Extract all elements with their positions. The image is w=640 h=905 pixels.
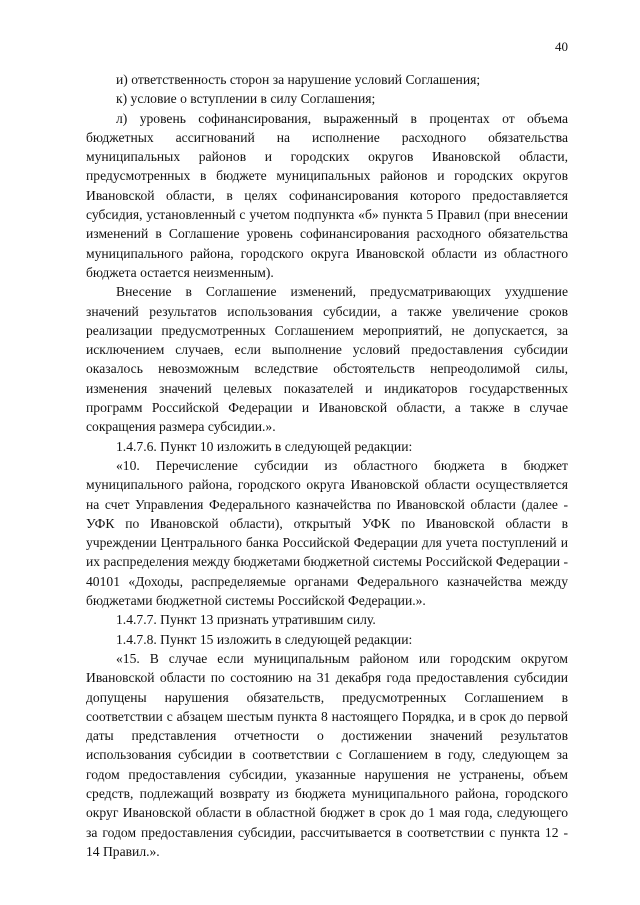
page-number: 40 xyxy=(555,39,568,54)
paragraph-point-10: «10. Перечисление субсидии из областного бюджета в бюджет муниципального района, городского округа Ивановской области осуществляется на счет Управления Федерального казначейства по Ивановской области (далее - УФК по Ивановской области), открытый УФК по Ивановской области в учреждении Центрального банка Российской Федерации для учета поступлений и их распределения между бюджетами бюджетной системы Российской Федерации - 40101 «Доходы, распределяемые органами Федерального казначейства между бюджетами бюджетной системы Российской Федерации.». xyxy=(86,457,568,609)
paragraph-1-4-7-6: 1.4.7.6. Пункт 10 изложить в следующей редакции: xyxy=(116,438,413,454)
paragraph-1-4-7-7: 1.4.7.7. Пункт 13 признать утратившим силу. xyxy=(116,612,376,628)
paragraph-point-15: «15. В случае если муниципальным районом или городским округом Ивановской области по состоянию на 31 декабря года предоставления субсидии допущены нарушения обязательств, предусмотренных Соглашением в соответствии с абзацем шестым пункта 8 настоящего Порядка, и в срок до первой даты представления отчетности о достижении значений результатов использования субсидии в соответствии с Соглашением в году, следующем за годом предоставления субсидии, указанные нарушения не устранены, объем средств, подлежащий возврату из бюджета муниципального района, городского округ Ивановской области в областной бюджет в срок до 1 мая года, следующего за годом предоставления субсидии, рассчитывается в соответствии с пункта 12 - 14 Правил.». xyxy=(86,650,568,859)
paragraph-item-l: л) уровень софинансирования, выраженный в процентах от объема бюджетных ассигнований на исполнение расходного обязательства муниципальных районов и городских округов Ивановской области, предусмотренных в бюджете муниципальных районов и городских округов Ивановской области, в целях софинансирования которого предоставляется субсидия, установленный с учетом подпункта «б» пункта 5 Правил (при внесении изменений в Соглашение уровень софинансирования расходного обязательства муниципального района, городского округа Ивановской области из областного бюджета остается неизменным). xyxy=(86,110,568,280)
paragraph-amendments: Внесение в Соглашение изменений, предусматривающих ухудшение значений результатов использования субсидии, а также увеличение сроков реализации предусмотренных Соглашением мероприятий, не допускается, за исключением случаев, если выполнение условий предоставления субсидии оказалось невозможным вследствие обстоятельств непреодолимой силы, изменения значений целевых показателей и индикаторов государственных программ Российской Федерации и Ивановской области, а также в случае сокращения размера субсидии.». xyxy=(86,284,568,435)
document-body xyxy=(86,70,568,861)
paragraph-item-i: и) ответственность сторон за нарушение условий Соглашения; xyxy=(116,72,481,87)
paragraph-item-k: к) условие о вступлении в силу Соглашения; xyxy=(116,91,376,107)
paragraph-1-4-7-8: 1.4.7.8. Пункт 15 изложить в следующей редакции: xyxy=(116,631,413,647)
